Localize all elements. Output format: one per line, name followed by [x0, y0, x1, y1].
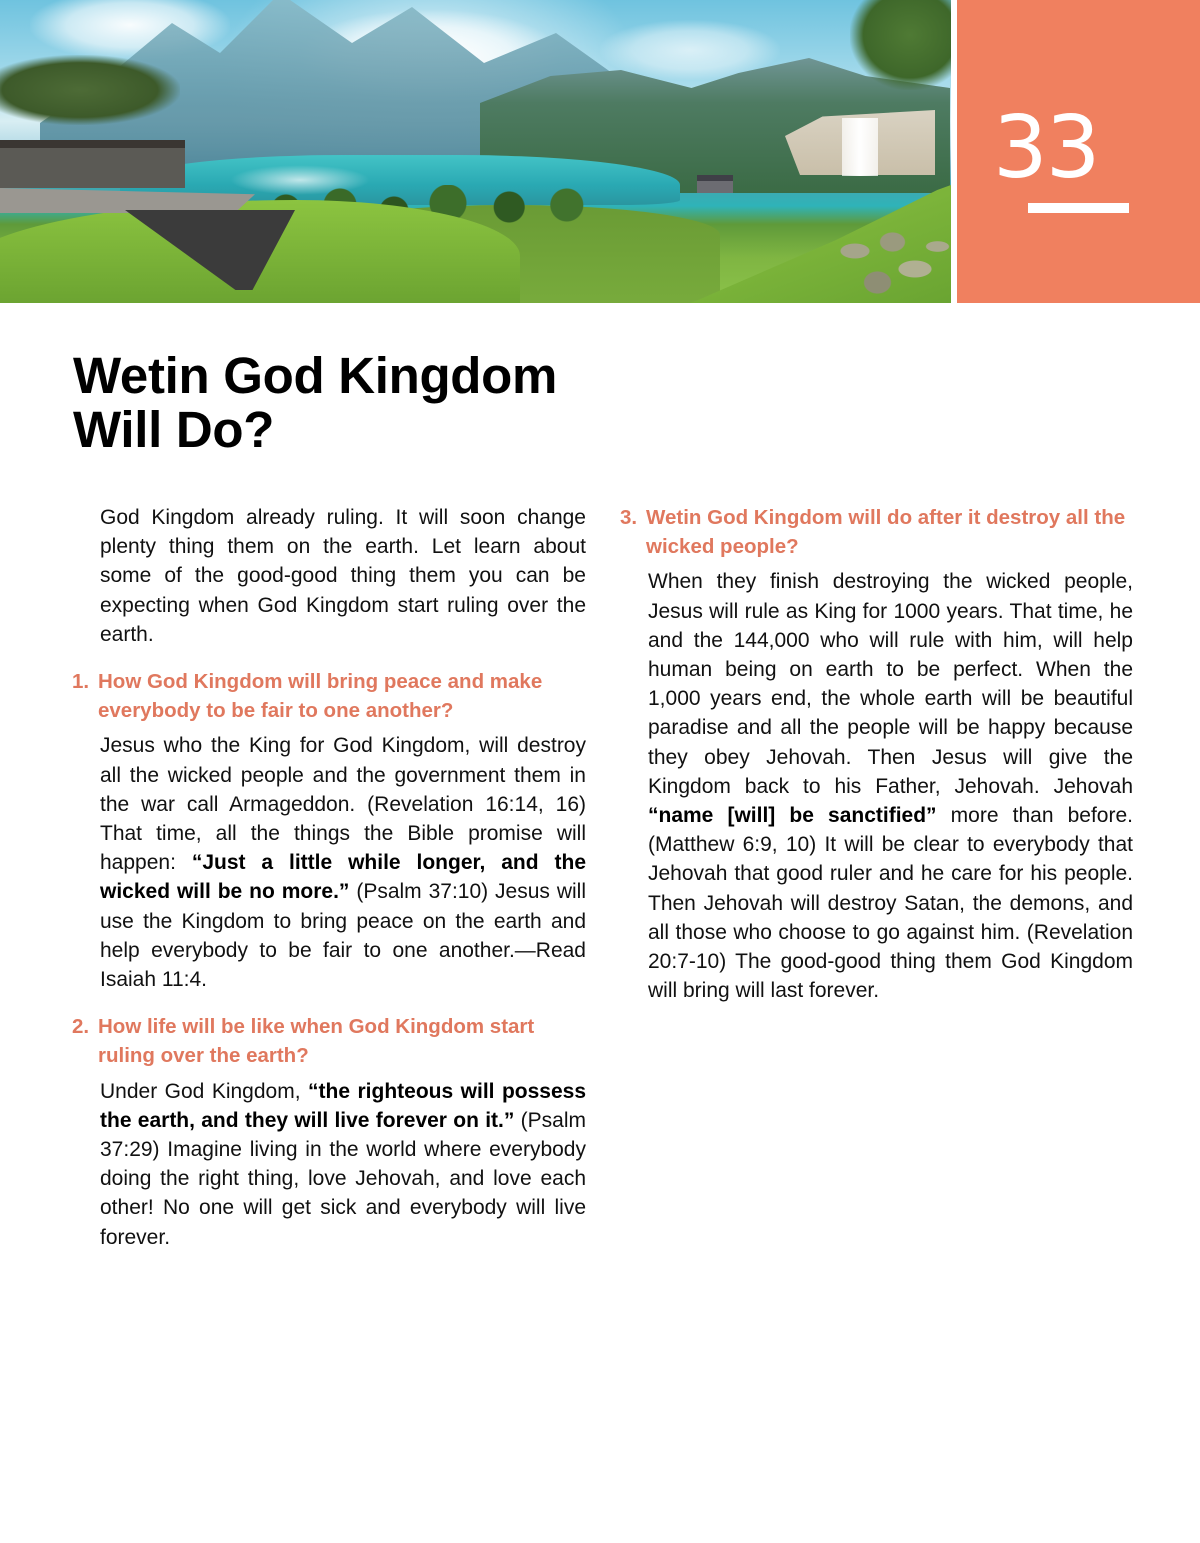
answer-text: (Psalm 37:29) Imagine living in the world where everybody doing the right thing, love Jehovah, and love each other! No one will get sick and everybody will live forever.	[100, 1108, 586, 1249]
question-number: 3.	[620, 506, 638, 529]
scripture-quote: “Just a little while longer, and the wicked will be no more.”	[100, 851, 586, 904]
scripture-quote: “the righteous will possess the earth, and they will live forever on it.”	[100, 1079, 587, 1132]
question-3	[620, 503, 1133, 1005]
scripture-quote: “name [will] be sanctified”	[648, 804, 937, 828]
rocks	[810, 215, 951, 303]
answer-text: Jesus who the King for God Kingdom, will destroy all the wicked people and the government them in the war call Armageddon. (Revelation 16:14, 16) That time, all the things the Bible promise will happen:	[100, 734, 586, 875]
right-column	[620, 503, 1133, 1023]
page-title	[73, 349, 557, 457]
answer-text: Under God Kingdom,	[100, 1079, 309, 1103]
house	[0, 140, 185, 188]
chapter-number: 33	[993, 98, 1099, 198]
left-column	[72, 503, 586, 1270]
tree-right	[850, 0, 951, 90]
answer-text: (Psalm 37:10) Jesus will use the Kingdom to bring peace on the earth and help everybody to be fair to one another.—Read Isaiah 11:4.	[100, 880, 586, 992]
question-number: 2.	[72, 1015, 90, 1039]
tree-left	[0, 55, 180, 125]
question-heading	[72, 1012, 586, 1070]
question-text: How life will be like when God Kingdom start ruling over the earth?	[98, 1015, 535, 1068]
question-text: How God Kingdom will bring peace and make everybody to be fair to one another?	[98, 670, 543, 723]
question-2	[72, 1012, 586, 1252]
question-answer	[648, 567, 1133, 1005]
intro-paragraph: God Kingdom already ruling. It will soon change plenty thing them on the earth. Let learn about some of the good-good thing them you can be expecting when God Kingdom start ruling over the earth.	[100, 506, 586, 646]
question-heading	[72, 667, 586, 725]
hero-image	[0, 0, 951, 303]
answer-text: When they finish destroying the wicked people, Jesus will rule as King for 1000 years. That time, he and the 144,000 who will rule with him, will help human being on earth to be perfect. When the 1,000 years end, the whole earth will be beautiful paradise and all the people will be happy because they obey Jehovah. Then Jesus will give the Kingdom back to his Father, Jehovah. Jehovah	[648, 570, 1133, 798]
chapter-underline	[1028, 203, 1129, 213]
barn	[697, 175, 733, 193]
page-title-line1: Wetin God Kingdom	[73, 347, 558, 404]
chapter-panel	[957, 0, 1200, 303]
answer-text: more than before. (Matthew 6:9, 10) It will be clear to everybody that Jehovah that good ruler and he care for his people. Then Jehovah will destroy Satan, the demons, and all those who choose to go against him. (Revelation 20:7-10) The good-good thing them God Kingdom will bring will last forever.	[648, 804, 1133, 1003]
waterfall	[842, 118, 878, 176]
page-title-line2: Will Do?	[73, 401, 275, 458]
question-text: Wetin God Kingdom will do after it destroy all the wicked people?	[646, 506, 1126, 559]
question-answer	[100, 1077, 586, 1252]
question-answer	[100, 731, 586, 994]
question-heading	[620, 503, 1133, 561]
question-1	[72, 667, 586, 994]
question-number: 1.	[72, 670, 90, 694]
